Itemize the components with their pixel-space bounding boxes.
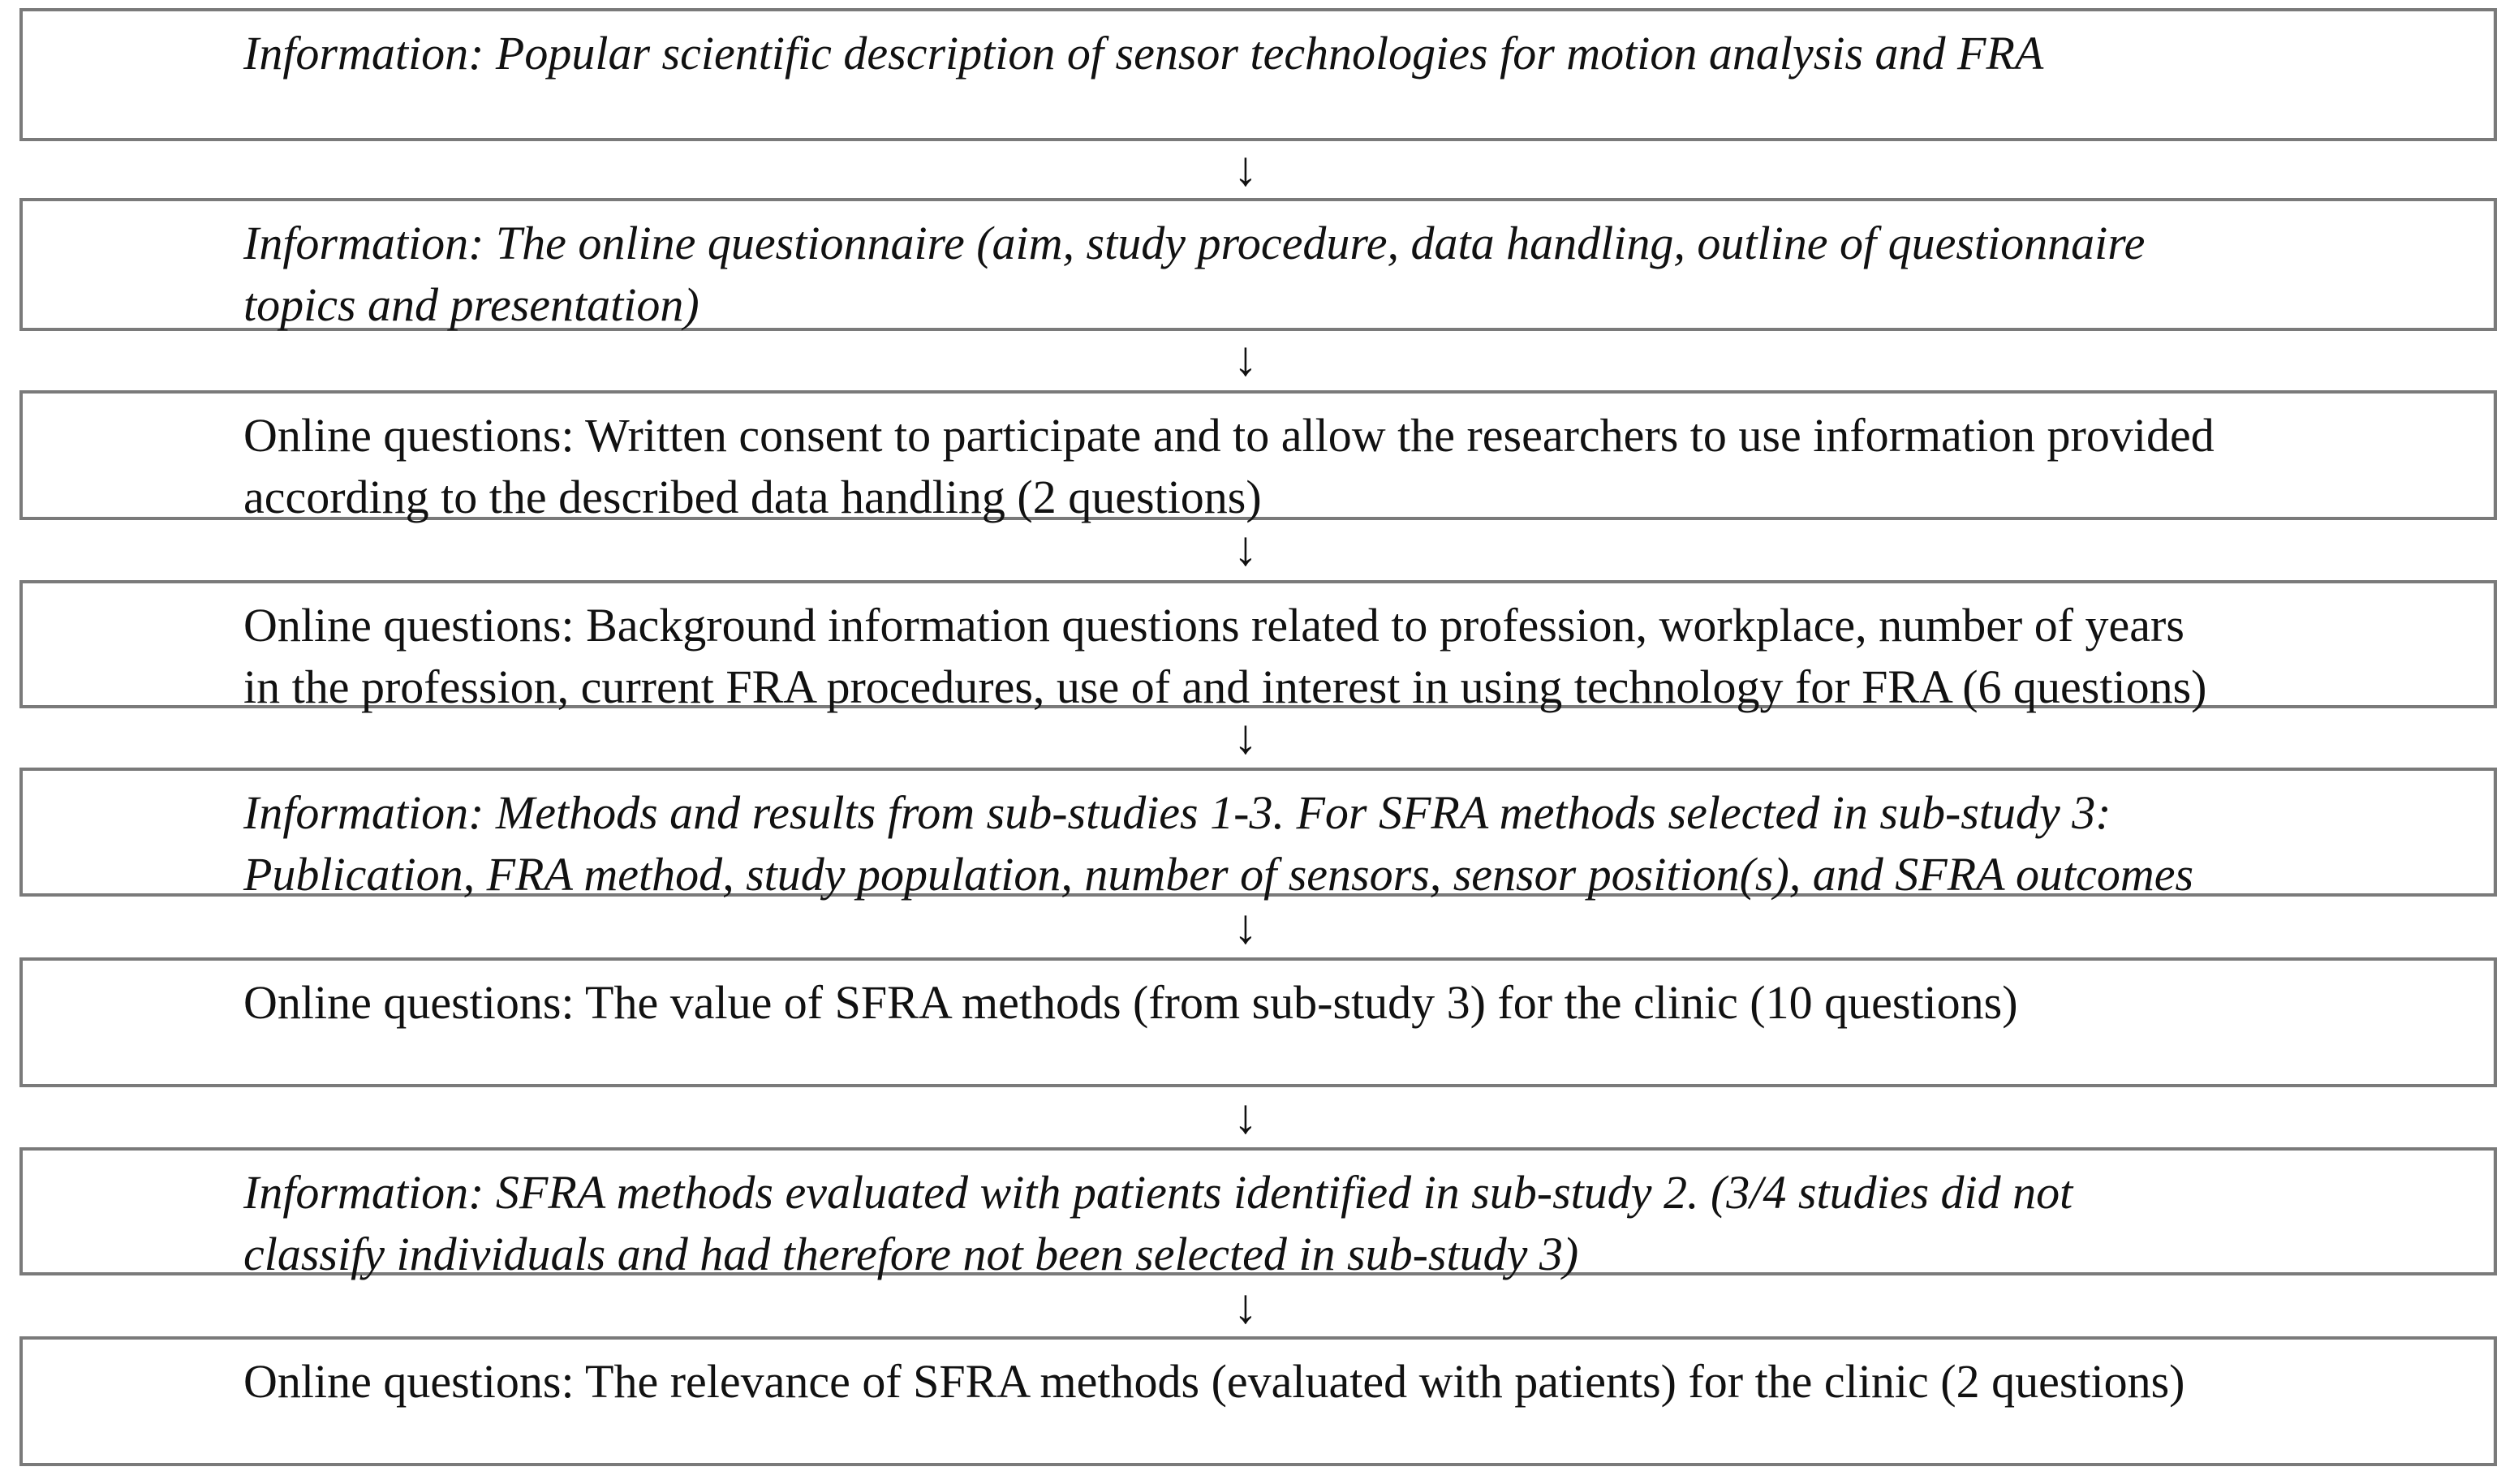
step-text: according to the described data handling (2 questions) [243,471,1262,523]
arrow-down-icon: ↓ [1233,522,1258,575]
step-text: Online questions: The value of SFRA methods (from sub-study 3) for the clinic (10 questions) [243,976,2018,1029]
arrow-down-icon: ↓ [1233,710,1258,764]
step-4-box [19,580,2497,713]
step-text: Online questions: Written consent to participate and to allow the researchers to use information provided [243,409,2215,462]
step-text: Information: Popular scientific description of sensor technologies for motion analysis and FRA [243,27,2044,80]
step-text: Online questions: Background information questions related to profession, workplace, number of years [243,599,2184,652]
step-text: Information: The online questionnaire (aim, study procedure, data handling, outline of questionnaire [243,217,2146,269]
step-text: topics and presentation) [243,278,699,331]
step-3-box [19,390,2497,523]
step-2-box [19,198,2497,331]
step-text: Publication, FRA method, study population, number of sensors, sensor position(s), and SFRA outcomes [243,848,2194,901]
arrow-down-icon: ↓ [1233,332,1258,385]
arrow-down-icon: ↓ [1233,1280,1258,1333]
step-1-box [19,8,2497,141]
step-text: Information: Methods and results from sub-studies 1-3. For SFRA methods selected in sub-study 3: [243,786,2111,839]
step-text: in the profession, current FRA procedures, use of and interest in using technology for FRA (6 questions) [243,660,2207,713]
arrow-down-icon: ↓ [1233,142,1258,196]
arrow-down-icon: ↓ [1233,900,1258,953]
step-5-box [19,768,2497,901]
step-text: Online questions: The relevance of SFRA methods (evaluated with patients) for the clinic (2 questions) [243,1355,2185,1408]
step-6-box [19,957,2497,1087]
step-text: Information: SFRA methods evaluated with patients identified in sub-study 2. (3/4 studies did not [243,1166,2073,1219]
arrow-down-icon: ↓ [1233,1090,1258,1143]
step-7-box [19,1147,2497,1280]
step-8-box [19,1336,2497,1466]
step-text: classify individuals and had therefore not been selected in sub-study 3) [243,1228,1579,1280]
